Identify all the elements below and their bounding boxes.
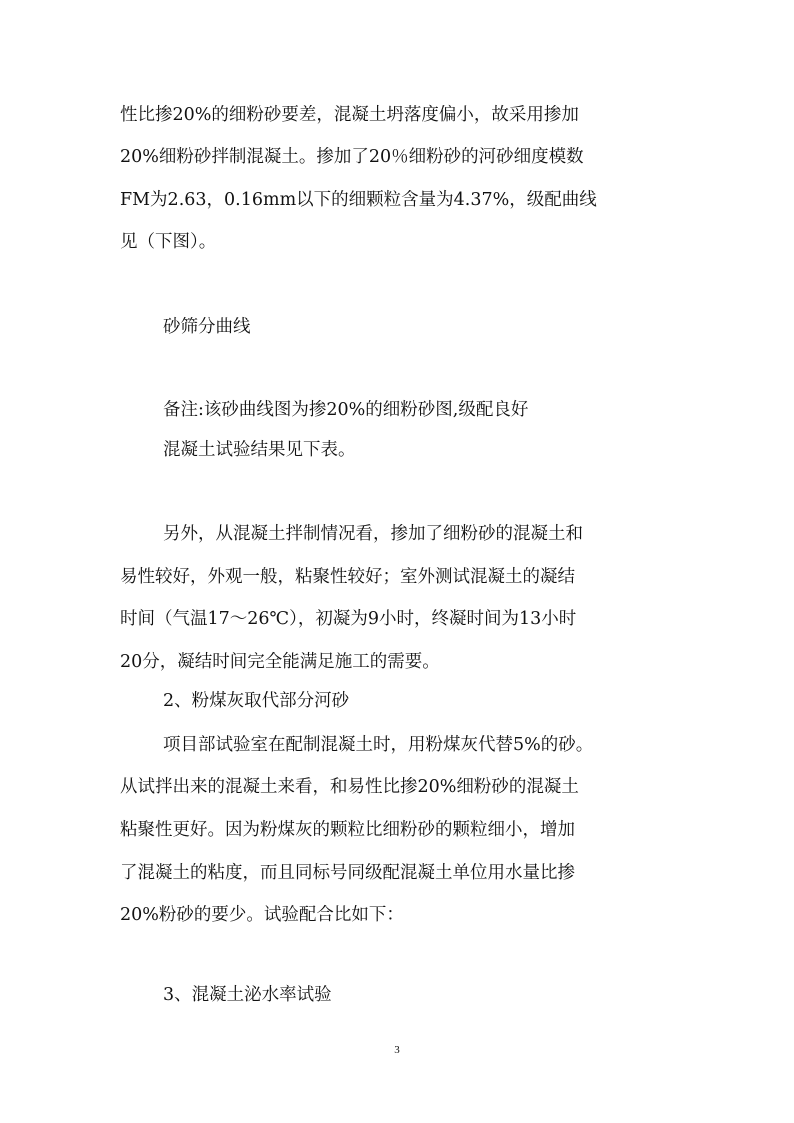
- figure-note: 备注:该砂曲线图为掺20%的细粉砂图,级配良好: [163, 400, 529, 420]
- paragraph3-line-4: 了混凝土的粘度，而且同标号同级配混凝土单位用水量比掺: [120, 863, 575, 883]
- section3-heading: 3、混凝土泌水率试验: [163, 985, 332, 1005]
- section2-heading: 2、粉煤灰取代部分河砂: [163, 691, 350, 711]
- paragraph2-line-3: 时间（气温17～26℃），初凝为9小时，终凝时间为13小时: [120, 609, 577, 629]
- paragraph2-line-4: 20分，凝结时间完全能满足施工的需要。: [120, 652, 440, 672]
- page-number: 3: [394, 1044, 400, 1056]
- paragraph2-line-2: 易性较好，外观一般，粘聚性较好；室外测试混凝土的凝结: [120, 567, 575, 587]
- paragraph1-line-2: 20%细粉砂拌制混凝土。掺加了20％细粉砂的河砂细度模数: [120, 147, 584, 167]
- paragraph2-line-1: 另外，从混凝土拌制情况看，掺加了细粉砂的混凝土和: [163, 524, 583, 544]
- paragraph1-line-4: 见（下图）。: [120, 232, 217, 252]
- paragraph1-line-1: 性比掺20%的细粉砂要差，混凝土坍落度偏小，故采用掺加: [120, 105, 579, 125]
- paragraph3-line-5: 20%粉砂的要少。试验配合比如下：: [120, 905, 404, 925]
- paragraph3-line-3: 粘聚性更好。因为粉煤灰的颗粒比细粉砂的颗粒细小，增加: [120, 820, 575, 840]
- paragraph3-line-1: 项目部试验室在配制混凝土时，用粉煤灰代替5%的砂。: [163, 735, 594, 755]
- table-intro: 混凝土试验结果见下表。: [163, 440, 356, 460]
- figure-title: 砂筛分曲线: [163, 317, 251, 337]
- paragraph3-line-2: 从试拌出来的混凝土来看，和易性比掺20%细粉砂的混凝土: [120, 777, 579, 797]
- paragraph1-line-3: FM为2.63，0.16mm以下的细颗粒含量为4.37%，级配曲线: [120, 190, 597, 210]
